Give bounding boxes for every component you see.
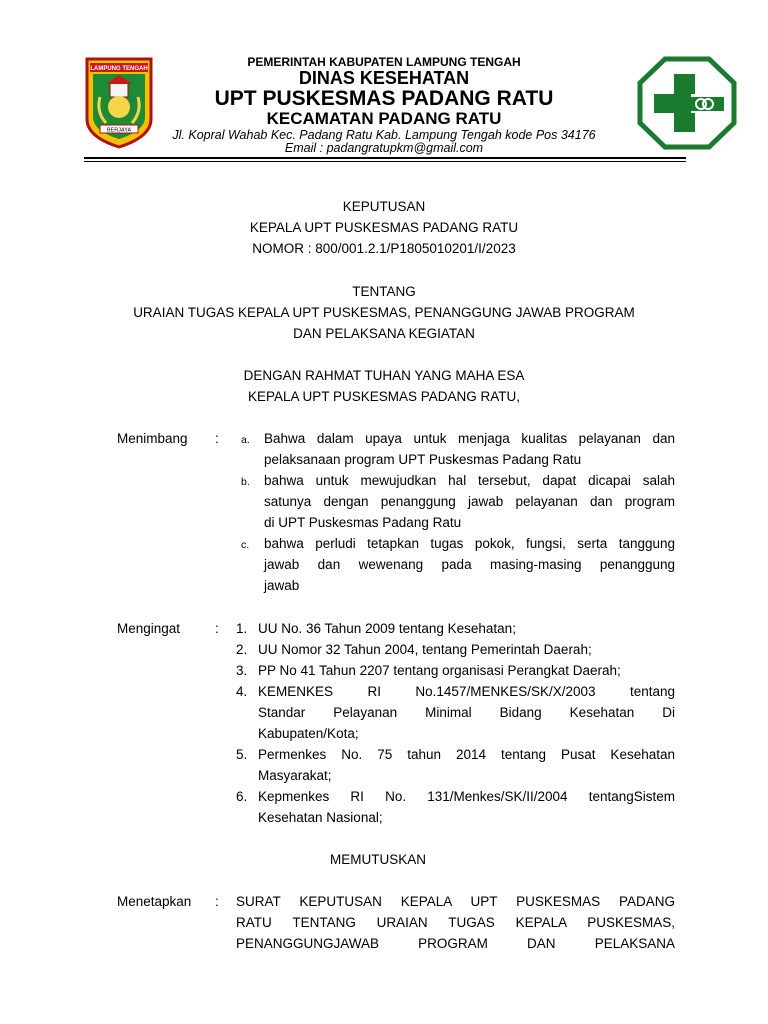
mengingat-marker-2: 2. — [236, 642, 248, 657]
menimbang-b-line2: satunya dengan penanggung jawab pelayanan dan program — [264, 494, 675, 509]
decree-signatory: KEPALA UPT PUSKESMAS PADANG RATU, — [247, 389, 521, 404]
mengingat-5-line2: Masyarakat; — [258, 768, 332, 783]
mengingat-2-line1: UU Nomor 32 Tahun 2004, tentang Pemerintah Daerah; — [258, 642, 592, 657]
decree-title: KEPUTUSAN — [342, 199, 426, 214]
decree-about-label: TENTANG — [352, 284, 416, 299]
menimbang-marker-b: b. — [241, 476, 250, 488]
mengingat-4-line2: Standar Pelayanan Minimal Bidang Kesehatan Di — [258, 705, 675, 720]
menimbang-b-line3: di UPT Puskesmas Padang Ratu — [264, 515, 462, 530]
mengingat-marker-6: 6. — [236, 789, 248, 804]
mengingat-5-line1: Permenkes No. 75 tahun 2014 tentang Pusat Kesehatan — [258, 747, 675, 762]
mengingat-6-line1: Kepmenkes RI No. 131/Menkes/SK/II/2004 tentangSistem — [258, 789, 675, 804]
menimbang-b-line1: bahwa untuk mewujudkan hal tersebut, dapat dicapai salah — [264, 473, 675, 488]
decree-invocation: DENGAN RAHMAT TUHAN YANG MAHA ESA — [243, 368, 525, 383]
header-address: Jl. Kopral Wahab Kec. Padang Ratu Kab. Lampung Tengah kode Pos 34176 — [172, 128, 596, 142]
menimbang-c-line1: bahwa perludi tetapkan tugas pokok, fungsi, serta tanggung — [264, 536, 675, 551]
mengingat-marker-5: 5. — [236, 747, 248, 762]
menimbang-c-line3: jawab — [264, 578, 300, 593]
mengingat-colon: : — [215, 621, 219, 636]
menimbang-marker-a: a. — [241, 434, 250, 446]
decree-subject-line1: URAIAN TUGAS KEPALA UPT PUSKESMAS, PENANGGUNG JAWAB PROGRAM — [133, 305, 635, 320]
menimbang-colon: : — [215, 431, 219, 446]
mengingat-label: Mengingat — [117, 621, 181, 636]
header-divider-thick — [84, 157, 686, 159]
mengingat-4-line1: KEMENKES RI No.1457/MENKES/SK/X/2003 tentang — [258, 684, 675, 699]
mengingat-4-line3: Kabupaten/Kota; — [258, 726, 359, 741]
memutuskan-heading: MEMUTUSKAN — [330, 852, 427, 867]
crest-top-text: LAMPUNG TENGAH — [90, 66, 148, 72]
menimbang-a-line2: pelaksanaan program UPT Puskesmas Padang Ratu — [264, 452, 582, 467]
mengingat-3-line1: PP No 41 Tahun 2207 tentang organisasi Perangkat Daerah; — [258, 663, 621, 678]
decree-number: NOMOR : 800/001.2.1/P1805010201/I/2023 — [252, 241, 516, 256]
mengingat-6-line2: Kesehatan Nasional; — [258, 810, 383, 825]
menimbang-marker-c: c. — [241, 539, 250, 551]
menimbang-a-line1: Bahwa dalam upaya untuk menjaga kualitas pelayanan dan — [264, 431, 675, 446]
decree-issuer: KEPALA UPT PUSKESMAS PADANG RATU — [249, 220, 519, 235]
menetapkan-label: Menetapkan — [117, 894, 192, 909]
header-divider-thin — [84, 161, 686, 162]
header-line-kecamatan: KECAMATAN PADANG RATU — [266, 109, 502, 128]
mengingat-marker-3: 3. — [236, 663, 248, 678]
header-line-dinas: DINAS KESEHATAN — [298, 68, 470, 88]
mengingat-1-line1: UU No. 36 Tahun 2009 tentang Kesehatan; — [258, 621, 516, 636]
menimbang-c-line2: jawab dan wewenang pada masing-masing penanggung — [264, 557, 675, 572]
menetapkan-line1: SURAT KEPUTUSAN KEPALA UPT PUSKESMAS PADANG — [236, 894, 675, 909]
decree-subject-line2: DAN PELAKSANA KEGIATAN — [293, 326, 475, 341]
mengingat-marker-4: 4. — [236, 684, 248, 699]
menetapkan-line2: RATU TENTANG URAIAN TUGAS KEPALA PUSKESMAS, — [236, 915, 675, 930]
crest-bottom-text: BERJAYA — [106, 127, 132, 134]
menetapkan-colon: : — [215, 894, 219, 909]
mengingat-marker-1: 1. — [236, 621, 248, 636]
menimbang-label: Menimbang — [117, 431, 188, 446]
header-line-government: PEMERINTAH KABUPATEN LAMPUNG TENGAH — [247, 55, 521, 69]
header-line-puskesmas: UPT PUSKESMAS PADANG RATU — [214, 87, 554, 110]
menetapkan-line3: PENANGGUNGJAWAB PROGRAM DAN PELAKSANA — [236, 936, 675, 951]
header-email: Email : padangratupkm@gmail.com — [284, 141, 484, 155]
